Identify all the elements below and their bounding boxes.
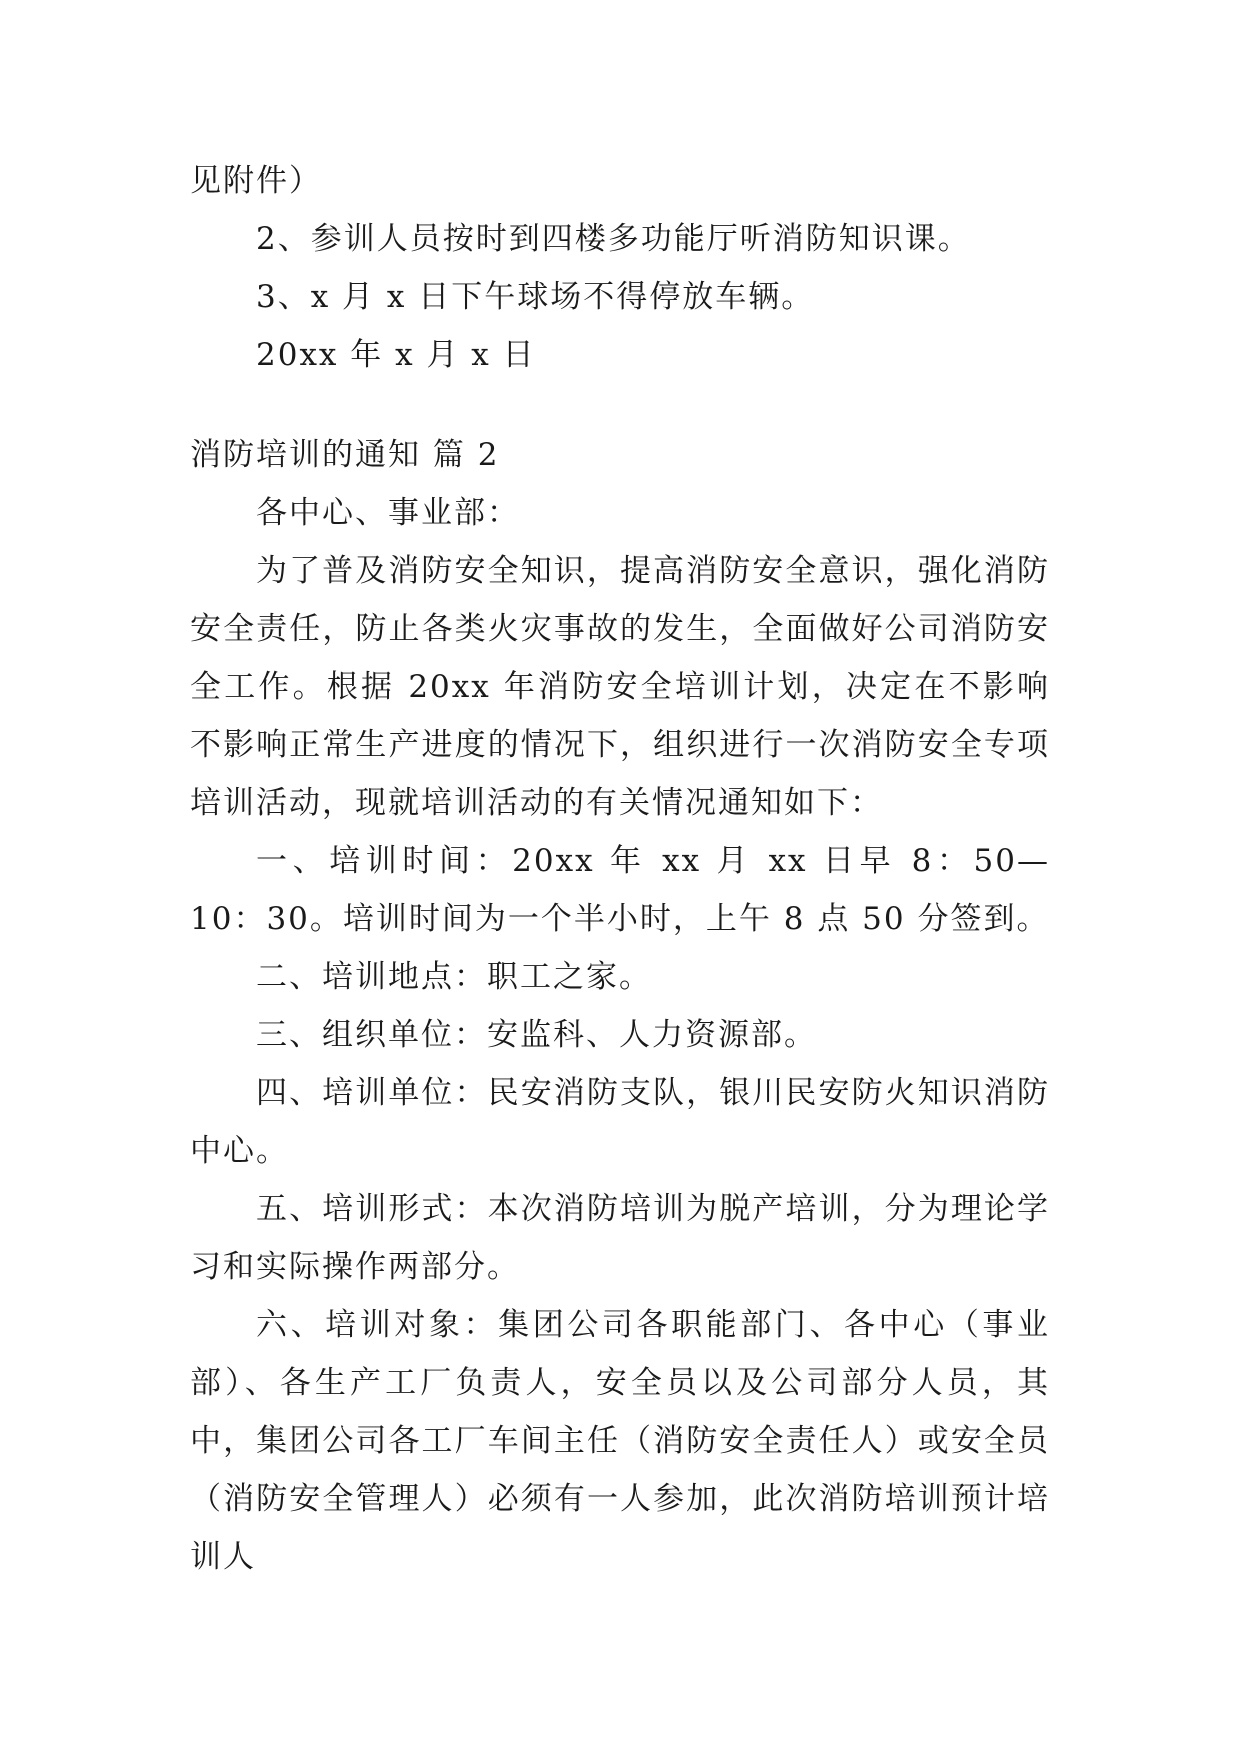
section-title: 消防培训的通知 篇 2 [190, 437, 500, 473]
date-line: 20xx 年 x 月 x 日 [256, 337, 536, 373]
point-training-format: 五、培训形式：本次消防培训为脱产培训，分为理论学习和实际操作两部分。 [190, 1191, 1050, 1285]
list-item-3: 3、x 月 x 日下午球场不得停放车辆。 [256, 279, 815, 315]
continuation-line: 见附件） [190, 163, 322, 199]
point-training-time: 一、培训时间：20xx 年 xx 月 xx 日早 8：50—10：30。培训时间为一个半小时，上午 8 点 50 分签到。 [190, 843, 1050, 937]
salutation: 各中心、事业部： [256, 495, 520, 531]
point-training-unit: 四、培训单位：民安消防支队，银川民安防火知识消防中心。 [190, 1075, 1050, 1169]
point-organizer: 三、组织单位：安监科、人力资源部。 [256, 1017, 817, 1053]
document-body [190, 152, 1050, 1586]
point-training-audience: 六、培训对象：集团公司各职能部门、各中心（事业部）、各生产工厂负责人，安全员以及公司部分人员，其中，集团公司各工厂车间主任（消防安全责任人）或安全员（消防安全管理人）必须有一人参加，此次消防培训预计培训人 [190, 1307, 1050, 1575]
intro-paragraph: 为了普及消防安全知识，提高消防安全意识，强化消防安全责任，防止各类火灾事故的发生，全面做好公司消防安全工作。根据 20xx 年消防安全培训计划，决定在不影响不影响正常生产进度的情况下，组织进行一次消防安全专项培训活动，现就培训活动的有关情况通知如下： [190, 553, 1050, 821]
list-item-2: 2、参训人员按时到四楼多功能厅听消防知识课。 [256, 221, 971, 257]
point-training-location: 二、培训地点：职工之家。 [256, 959, 652, 995]
